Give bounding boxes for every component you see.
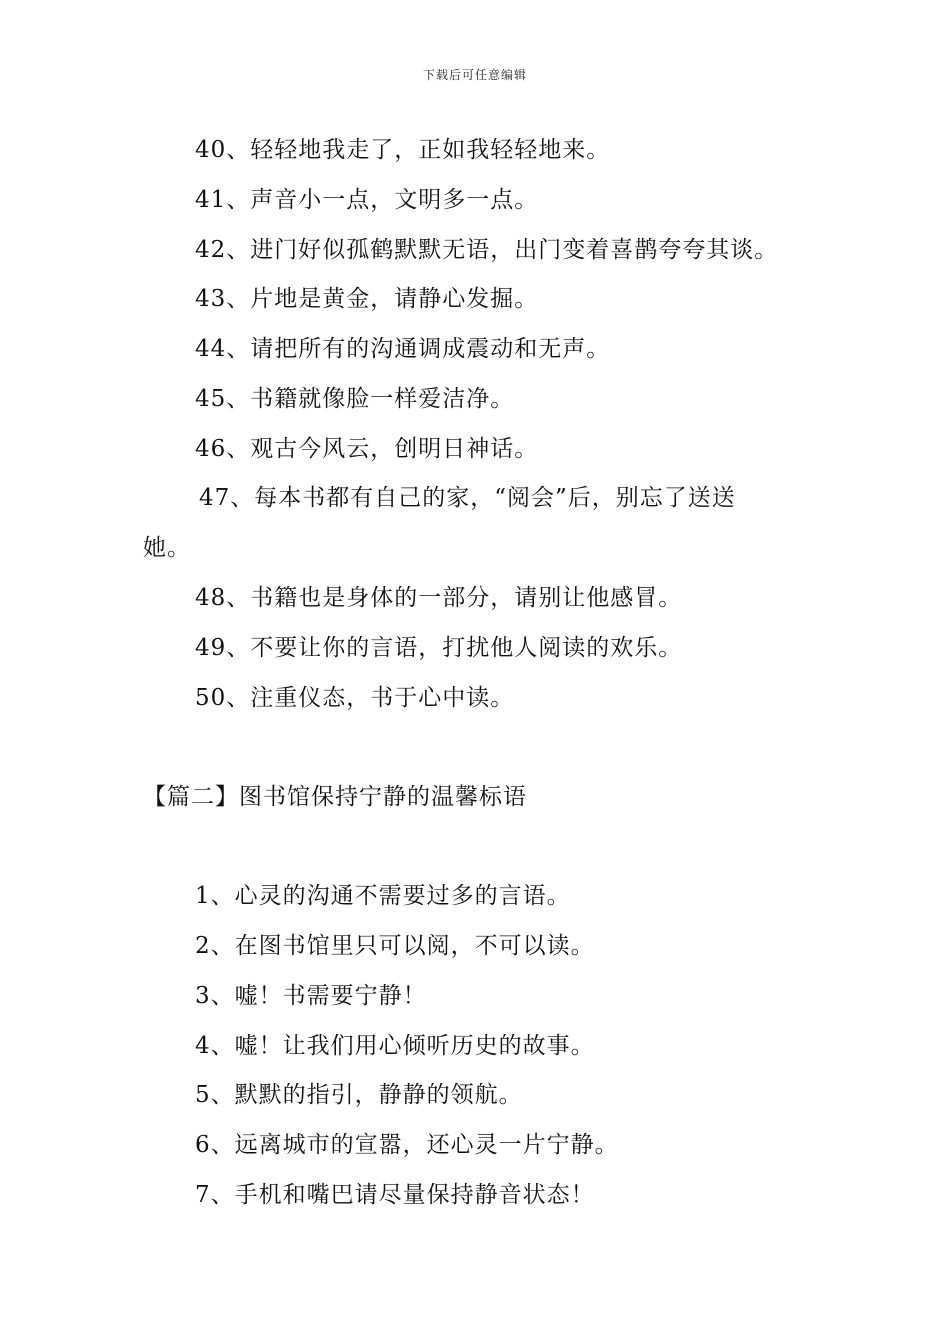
slogan-line: 46、观古今风云，创明日神话。: [195, 436, 539, 462]
slogan-line: 6、远离城市的宣嚣，还心灵一片宁静。: [195, 1132, 619, 1158]
slogan-line: 7、手机和嘴巴请尽量保持静音状态！: [195, 1182, 595, 1208]
slogan-line: 1、心灵的沟通不需要过多的言语。: [195, 883, 571, 909]
slogan-line-continuation: 她。: [143, 535, 191, 561]
section-heading: 【篇二】图书馆保持宁静的温馨标语: [143, 784, 527, 810]
slogan-line: 50、注重仪态，书于心中读。: [195, 685, 515, 711]
slogan-line: 44、请把所有的沟通调成震动和无声。: [195, 336, 611, 362]
slogan-line: 5、默默的指引，静静的领航。: [195, 1082, 523, 1108]
slogan-line: 3、嘘！书需要宁静！: [195, 983, 427, 1009]
slogan-line: 40、轻轻地我走了，正如我轻轻地来。: [195, 137, 611, 163]
slogan-line: 48、书籍也是身体的一部分，请别让他感冒。: [195, 585, 683, 611]
slogan-line: 41、声音小一点，文明多一点。: [195, 187, 539, 213]
slogan-line: 49、不要让你的言语，打扰他人阅读的欢乐。: [195, 635, 683, 661]
slogan-line: 43、片地是黄金，请静心发掘。: [195, 286, 539, 312]
slogan-line: 4、嘘！让我们用心倾听历史的故事。: [195, 1033, 595, 1059]
page-header-note: 下载后可任意编辑: [422, 68, 527, 82]
slogan-line: 47、每本书都有自己的家，“阅会”后，别忘了送送: [199, 485, 736, 511]
slogan-line: 42、进门好似孤鹤默默无语，出门变着喜鹊夸夸其谈。: [195, 237, 779, 263]
slogan-line: 45、书籍就像脸一样爱洁净。: [195, 386, 515, 412]
slogan-line: 2、在图书馆里只可以阅，不可以读。: [195, 933, 595, 959]
